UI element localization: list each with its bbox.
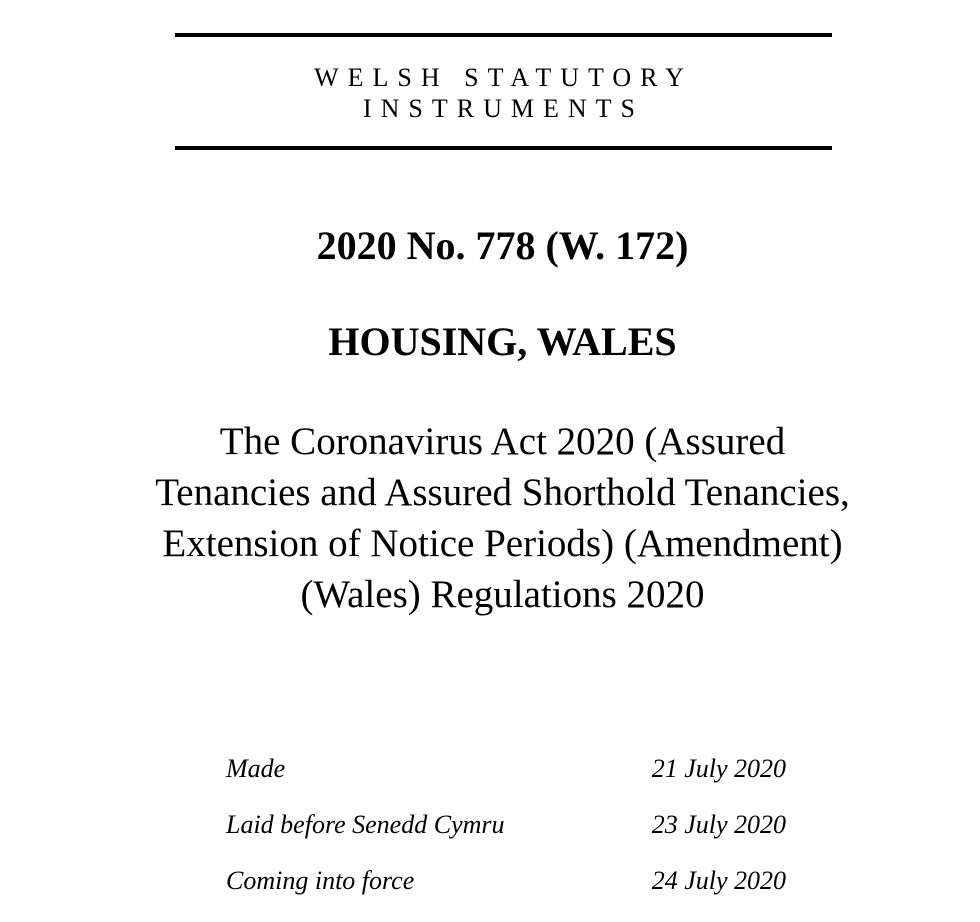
date-label: Laid before Senedd Cymru — [226, 810, 505, 839]
date-row-laid — [226, 808, 786, 864]
date-row-made — [226, 752, 786, 808]
series-heading — [175, 62, 832, 124]
date-label: Coming into force — [226, 866, 415, 895]
top-rule — [175, 33, 832, 37]
instrument-number: 2020 No. 778 (W. 172) — [316, 223, 689, 268]
date-label: Made — [226, 754, 286, 783]
bottom-rule — [175, 146, 832, 150]
date-value: 24 July 2020 — [651, 866, 786, 895]
date-value: 21 July 2020 — [651, 754, 786, 783]
subject-heading: HOUSING, WALES — [328, 319, 677, 364]
date-row-in-force — [226, 864, 786, 920]
dates-table — [226, 752, 786, 920]
series-line-1: WELSH STATUTORY — [314, 63, 693, 92]
series-line-2: INSTRUMENTS — [362, 94, 644, 123]
date-value: 23 July 2020 — [651, 810, 786, 839]
document-title: The Coronavirus Act 2020 (Assured Tenancies and Assured Shorthold Tenancies, Extension of Notice Periods) (Amendment) (Wales) Regulations 2020 — [155, 420, 850, 616]
